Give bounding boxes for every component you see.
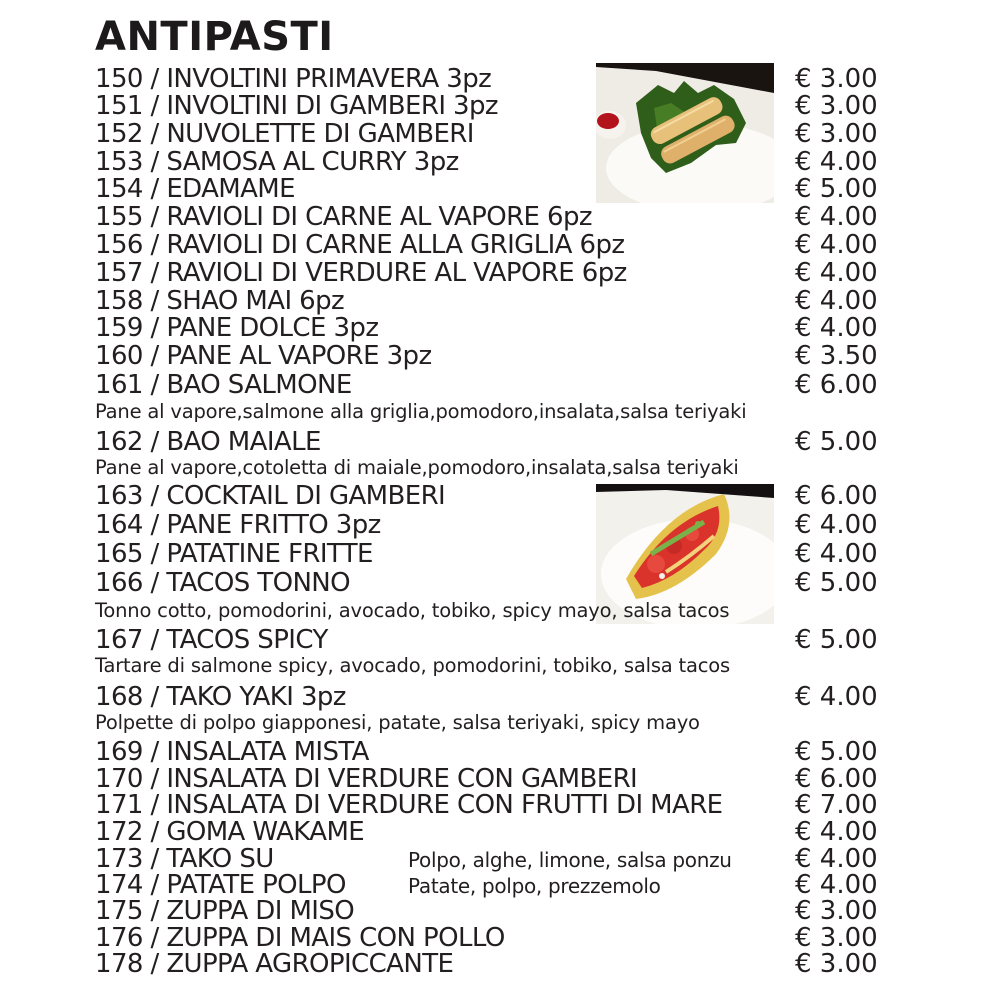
item-name: 154 / EDAMAME — [95, 174, 295, 204]
cropped-text-fragment — [240, 0, 270, 6]
item-price: € 4.00 — [795, 258, 878, 288]
item-name: 168 / TAKO YAKI 3pz — [95, 682, 346, 712]
spring-rolls-photo — [596, 63, 774, 203]
item-name: 157 / RAVIOLI DI VERDURE AL VAPORE 6pz — [95, 258, 627, 288]
item-price: € 4.00 — [795, 147, 878, 177]
item-name: 165 / PATATINE FRITTE — [95, 539, 373, 569]
item-price: € 3.00 — [795, 923, 878, 953]
item-description: Pane al vapore,salmone alla griglia,pomodoro,insalata,salsa teriyaki — [95, 400, 747, 423]
item-price: € 4.00 — [795, 286, 878, 316]
item-price: € 4.00 — [795, 539, 878, 569]
item-description: Pane al vapore,cotoletta di maiale,pomodoro,insalata,salsa teriyaki — [95, 456, 739, 479]
item-name: 172 / GOMA WAKAME — [95, 817, 365, 847]
item-price: € 6.00 — [795, 370, 878, 400]
item-price: € 4.00 — [795, 510, 878, 540]
item-price: € 3.00 — [795, 119, 878, 149]
item-name: 174 / PATATE POLPO — [95, 870, 346, 900]
item-price: € 4.00 — [795, 682, 878, 712]
item-price: € 7.00 — [795, 790, 878, 820]
item-name: 150 / INVOLTINI PRIMAVERA 3pz — [95, 64, 492, 94]
item-name: 173 / TAKO SU — [95, 844, 274, 874]
item-name: 160 / PANE AL VAPORE 3pz — [95, 341, 432, 371]
item-price: € 5.00 — [795, 174, 878, 204]
item-price: € 4.00 — [795, 202, 878, 232]
item-description: Tartare di salmone spicy, avocado, pomodorini, tobiko, salsa tacos — [95, 654, 730, 677]
item-name: 167 / TACOS SPICY — [95, 625, 328, 655]
item-name: 178 / ZUPPA AGROPICCANTE — [95, 949, 454, 979]
item-price: € 6.00 — [795, 764, 878, 794]
item-price: € 3.50 — [795, 341, 878, 371]
item-name: 175 / ZUPPA DI MISO — [95, 896, 355, 926]
item-price: € 3.00 — [795, 64, 878, 94]
item-price: € 5.00 — [795, 625, 878, 655]
item-name: 155 / RAVIOLI DI CARNE AL VAPORE 6pz — [95, 202, 592, 232]
item-name: 151 / INVOLTINI DI GAMBERI 3pz — [95, 91, 498, 121]
item-name: 161 / BAO SALMONE — [95, 370, 352, 400]
item-price: € 3.00 — [795, 949, 878, 979]
item-price: € 5.00 — [795, 568, 878, 598]
item-name: 159 / PANE DOLCE 3pz — [95, 313, 379, 343]
item-price: € 4.00 — [795, 844, 878, 874]
item-description: Polpette di polpo giapponesi, patate, salsa teriyaki, spicy mayo — [95, 711, 700, 734]
item-price: € 5.00 — [795, 737, 878, 767]
item-description: Patate, polpo, prezzemolo — [408, 874, 661, 898]
item-name: 153 / SAMOSA AL CURRY 3pz — [95, 147, 459, 177]
item-name: 164 / PANE FRITTO 3pz — [95, 510, 381, 540]
item-name: 170 / INSALATA DI VERDURE CON GAMBERI — [95, 764, 638, 794]
item-name: 152 / NUVOLETTE DI GAMBERI — [95, 119, 474, 149]
item-name: 169 / INSALATA MISTA — [95, 737, 369, 767]
section-title: ANTIPASTI — [95, 14, 334, 60]
item-name: 156 / RAVIOLI DI CARNE ALLA GRIGLIA 6pz — [95, 230, 625, 260]
item-price: € 4.00 — [795, 313, 878, 343]
item-name: 176 / ZUPPA DI MAIS CON POLLO — [95, 923, 505, 953]
item-name: 171 / INSALATA DI VERDURE CON FRUTTI DI MARE — [95, 790, 723, 820]
item-price: € 3.00 — [795, 91, 878, 121]
item-price: € 4.00 — [795, 230, 878, 260]
item-name: 163 / COCKTAIL DI GAMBERI — [95, 481, 446, 511]
item-description: Polpo, alghe, limone, salsa ponzu — [408, 848, 732, 872]
item-name: 158 / SHAO MAI 6pz — [95, 286, 345, 316]
item-price: € 5.00 — [795, 427, 878, 457]
item-description: Tonno cotto, pomodorini, avocado, tobiko, spicy mayo, salsa tacos — [95, 599, 730, 622]
item-price: € 4.00 — [795, 870, 878, 900]
item-price: € 3.00 — [795, 896, 878, 926]
item-name: 166 / TACOS TONNO — [95, 568, 351, 598]
item-price: € 4.00 — [795, 817, 878, 847]
item-price: € 6.00 — [795, 481, 878, 511]
item-name: 162 / BAO MAIALE — [95, 427, 321, 457]
